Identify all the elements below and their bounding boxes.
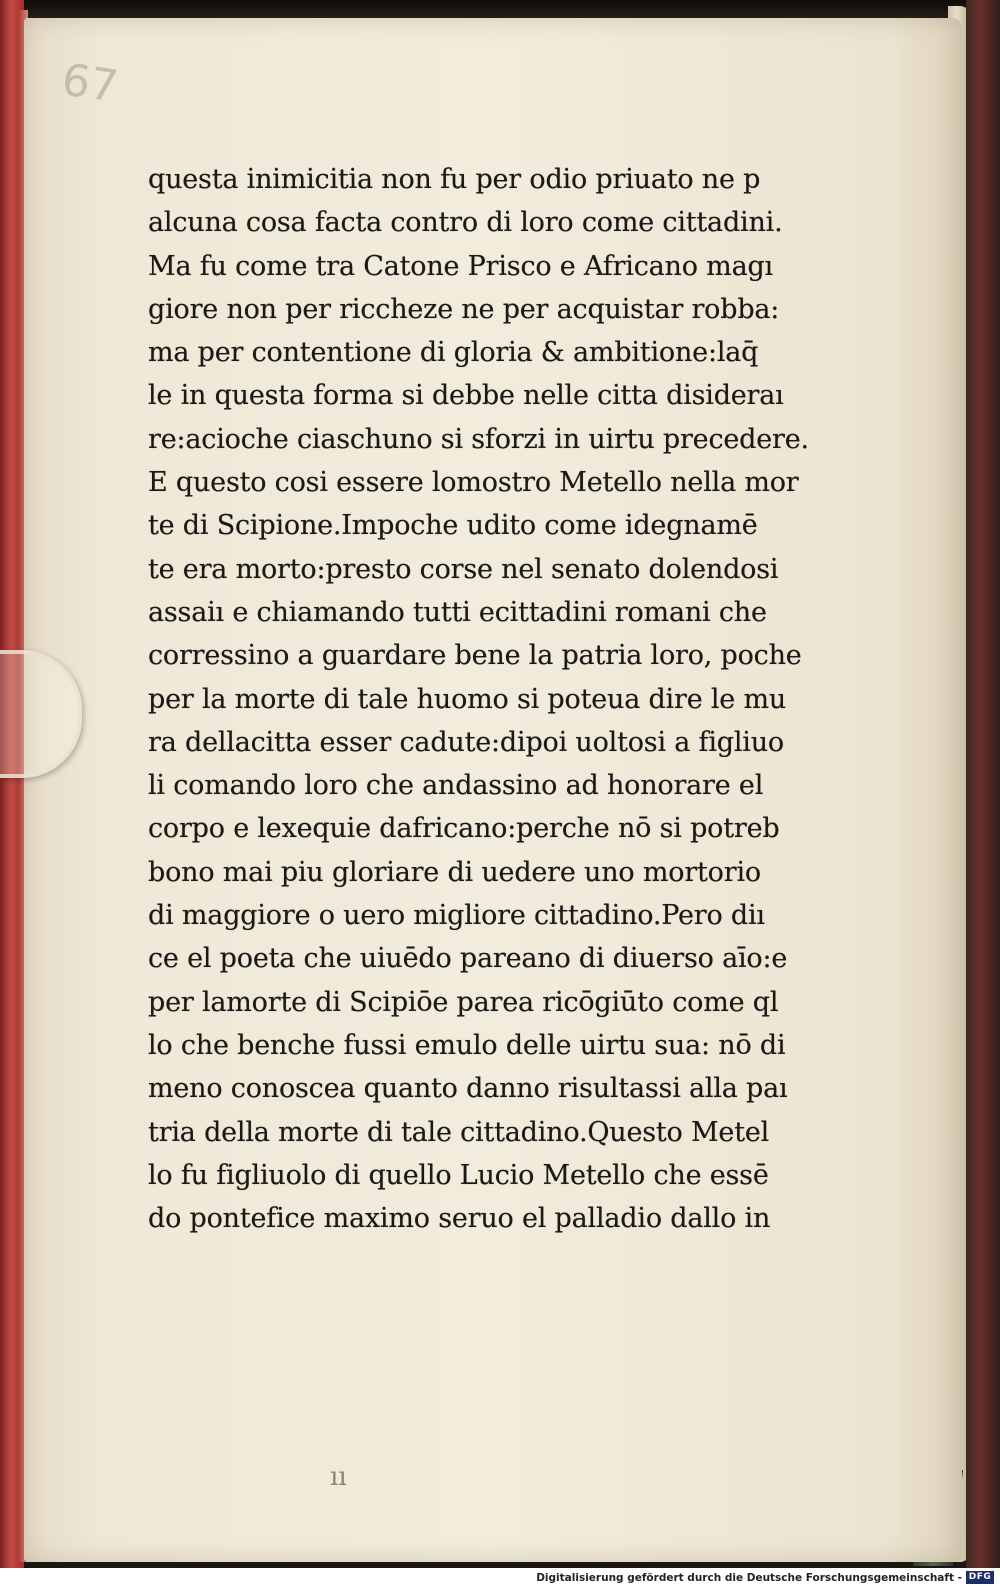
right-book-edge <box>966 0 1000 1568</box>
text-line: ce el poeta che uiuēdo pareano di diuerso aīo:e <box>148 943 788 975</box>
dfg-logo: DFG <box>966 1571 994 1584</box>
text-line: Ma fu come tra Catone Prisco e Africano magı <box>148 250 773 282</box>
text-line: lo che benche fussi emulo delle uirtu sua: nō di <box>148 1029 786 1061</box>
text-line: per la morte di tale huomo si poteua dire le mu <box>148 683 787 715</box>
bleed-through-mark: ıı <box>330 1462 347 1492</box>
text-line: te di Scipione.Impoche udito come idegnamē <box>148 510 758 542</box>
text-line: questa inimicitia non fu per odio priuato ne p <box>148 164 761 195</box>
text-line: assaiı e chiamando tutti ecittadini romani che <box>148 596 767 628</box>
text-line: meno conoscea quanto danno risultassi alla paı <box>148 1073 788 1105</box>
text-line: le in questa forma si debbe nelle citta disideraı <box>148 380 784 412</box>
text-block <box>148 158 858 1240</box>
digitization-credit: Digitalisierung gefördert durch die Deutsche Forschungsgemeinschaft - <box>536 1572 962 1584</box>
text-line: te era morto:presto corse nel senato dolendosi <box>148 553 779 585</box>
text-line: re:acioche ciaschuno si sforzi in uirtu precedere. <box>148 423 809 455</box>
text-line: tria della morte di tale cittadino.Questo Metel <box>148 1116 770 1148</box>
text-line: ra dellacitta esser cadute:dipoi uoltosi a figliuo <box>148 726 784 758</box>
pencil-foliation-mark: 67 <box>58 54 122 113</box>
text-line: lo fu figliuolo di quello Lucio Metello che essē <box>148 1159 769 1191</box>
text-line: corpo e lexequie dafricano:perche nō si potreb <box>148 813 780 845</box>
text-line: do pontefice maximo seruo el palladio dallo in <box>148 1203 771 1235</box>
text-line: ma per contentione di gloria & ambitione:laq̄ <box>148 337 759 369</box>
text-line: giore non per riccheze ne per acquistar robba: <box>148 293 780 325</box>
text-line: di maggiore o uero migliore cittadino.Pero diı <box>148 900 765 932</box>
text-line: bono mai piu gloriare di uedere uno mortorio <box>148 856 761 888</box>
text-line: li comando loro che andassino ad honorare el <box>148 770 764 802</box>
text-line: corressino a guardare bene la patria loro, poche <box>148 640 802 672</box>
text-line: per lamorte di Scipiōe parea ricōgiūto come ql <box>148 986 779 1018</box>
text-line: E questo cosi essere lomostro Metello nella mor <box>148 467 799 499</box>
text-line: alcuna cosa facta contro di loro come cittadini. <box>148 207 783 239</box>
